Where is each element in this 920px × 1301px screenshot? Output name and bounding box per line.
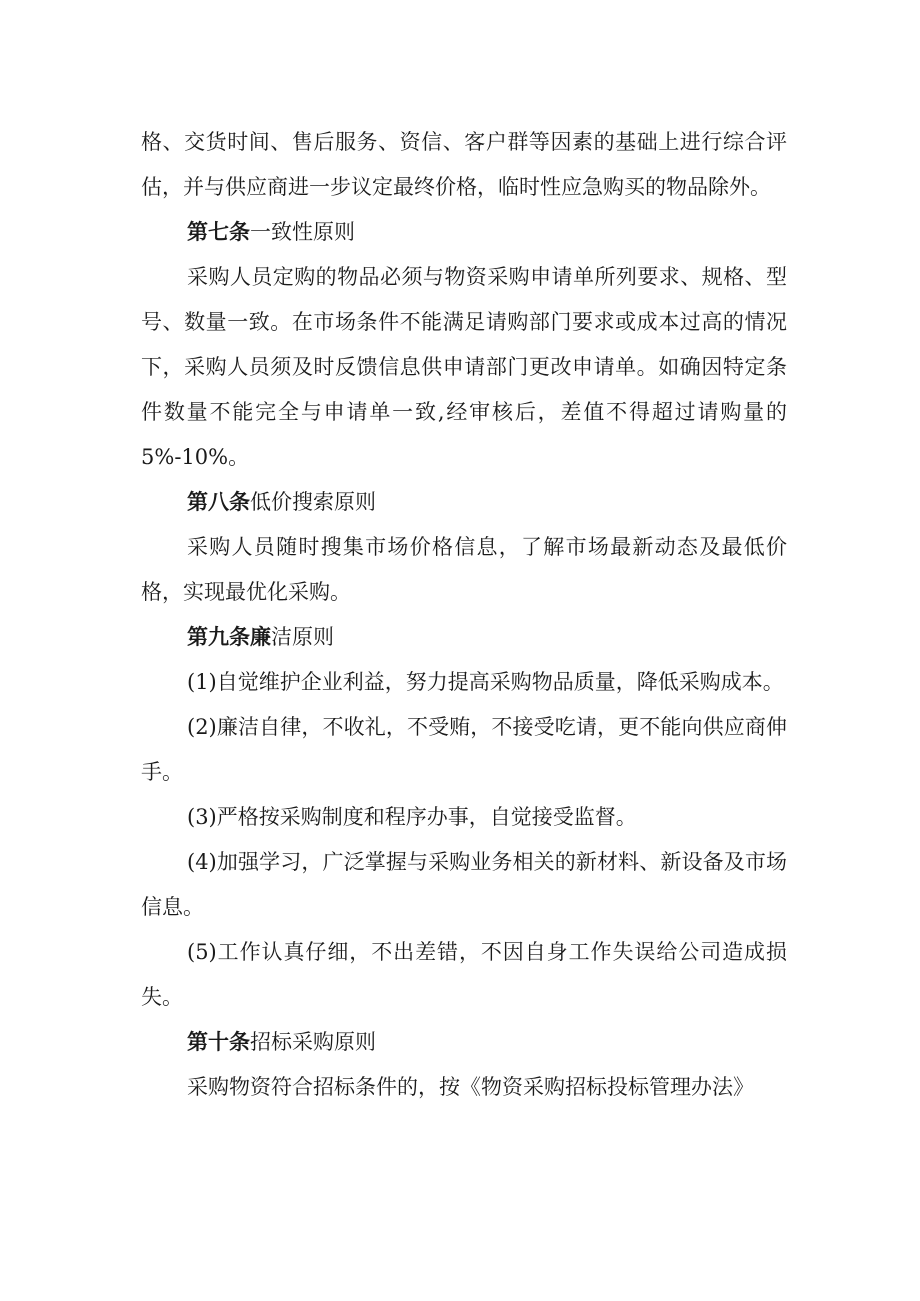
article-9-item-1: (1)自觉维护企业利益，努力提高采购物品质量，降低采购成本。	[187, 670, 784, 694]
paragraph-continued: 格、交货时间、售后服务、资信、客户群等因素的基础上进行综合评估，并与供应商进一步议定最终价格，临时性应急购买的物品除外。	[141, 130, 787, 199]
article-9-item-2: (2)廉洁自律，不收礼，不受贿，不接受吃请，更不能向供应商伸手。	[141, 715, 787, 784]
article-9-number: 第九条廉	[187, 625, 271, 649]
article-7-number: 第七条	[187, 220, 250, 244]
article-9-item-4: (4)加强学习，广泛掌握与采购业务相关的新材料、新设备及市场信息。	[141, 850, 787, 919]
article-9-item-3: (3)严格按采购制度和程序办事，自觉接受监督。	[187, 805, 637, 829]
article-9-title: 洁原则	[271, 625, 334, 649]
article-8-number: 第八条	[187, 490, 250, 514]
article-9-item-5: (5)工作认真仔细，不出差错，不因自身工作失误给公司造成损失。	[141, 940, 787, 1009]
article-10-number: 第十条	[187, 1030, 250, 1054]
article-10-body: 采购物资符合招标条件的，按《物资采购招标投标管理办法》	[187, 1075, 754, 1099]
article-7-title: 一致性原则	[250, 220, 355, 244]
article-10-title: 招标采购原则	[250, 1030, 376, 1054]
document-page	[141, 120, 787, 1110]
article-7-heading	[141, 210, 787, 255]
article-10-heading	[141, 1020, 787, 1065]
article-8-heading	[141, 480, 787, 525]
article-7-body: 采购人员定购的物品必须与物资采购申请单所列要求、规格、型号、数量一致。在市场条件不能满足请购部门要求或成本过高的情况下，采购人员须及时反馈信息供申请部门更改申请单。如确因特定条件数量不能完全与申请单一致,经审核后，差值不得超过请购量的5%-10%。	[141, 265, 787, 469]
article-9-heading	[141, 615, 787, 660]
article-8-title: 低价搜索原则	[250, 490, 376, 514]
article-8-body: 采购人员随时搜集市场价格信息，了解市场最新动态及最低价格，实现最优化采购。	[141, 535, 787, 604]
